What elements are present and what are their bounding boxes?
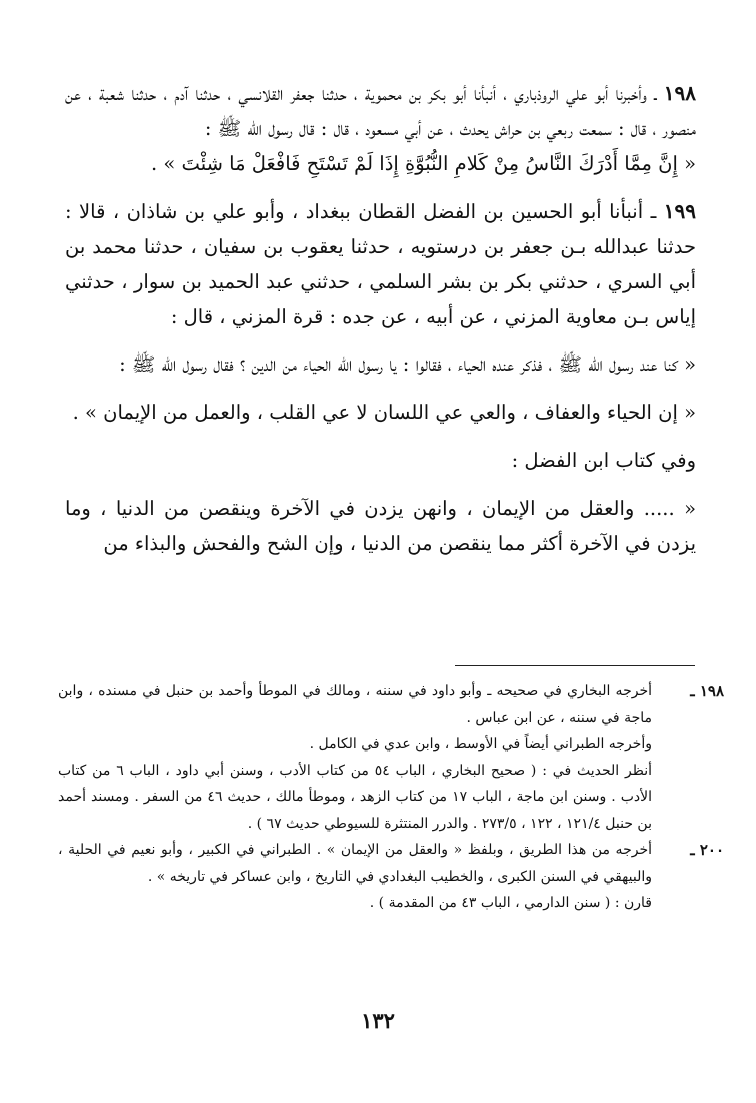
footnote-number: ١٩٨ ـ	[690, 682, 724, 700]
footnote-198	[58, 678, 724, 837]
page-number: ١٣٢	[361, 1008, 395, 1033]
hadith-199-quote-3: « ..... والعقل من الإيمان ، وانهن يزدن في الآخرة وينقصن من الدنيا ، وما يزدن في الآخرة أكثر مما ينقصن من الدنيا ، وإن الشح والفحش والبذاء من	[65, 497, 696, 555]
hadith-199-dash: ـ	[650, 200, 657, 223]
footnote-line: وأخرجه الطبراني أيضاً في الأوسط ، وابن عدي في الكامل .	[309, 736, 652, 752]
footnote-line: قارن : ( سنن الدارمي ، الباب ٤٣ من المقدمة ) .	[369, 895, 652, 911]
hadith-199-isnad: أنبأنا أبو الحسين بن الفضل القطان ببغداد ، وأبو علي بن شاذان ، قالا : حدثنا عبدالله بـن جعفر بن درستويه ، حدثنا يعقوب بن سفيان ، حدثنا محمد بن أبي السري ، حدثني بكر بن بشر السلمي ، حدثني عبد الحميد بن سوار ، حدثني إياس بـن معاوية المزني ، عن أبيه ، عن جده : قرة المزني ، قال :	[65, 200, 696, 328]
footnote-line: أخرجه البخاري في صحيحه ـ وأبو داود في سننه ، ومالك في الموطأ وأحمد بن حنبل في مسنده ، وابن ماجة في سننه ، عن ابن عباس .	[58, 683, 652, 726]
hadith-198-quote: « إِنَّ مِمَّا أَدْرَكَ النَّاسُ مِنْ كَلامِ النُّبُوَّةِ إِذَا لَمْ تَسْتَحِ فَافْعَلْ مَا شِئْتَ » .	[151, 152, 696, 175]
footnote-line: أخرجه من هذا الطريق ، وبلفظ « والعقل من الإيمان » . الطبراني في الكبير ، وأبو نعيم في الحلية ، والبيهقي في السنن الكبرى ، والخطيب البغدادي في التاريخ ، وابن عساكر في تاريخه » .	[58, 842, 652, 885]
hadith-198-dash: ـ	[654, 82, 657, 105]
hadith-199-intro	[65, 194, 696, 334]
hadith-199-quote-2: « إن الحياء والعفاف ، والعي عي اللسان لا عي القلب ، والعمل من الإيمان » .	[72, 401, 696, 424]
footnote-line: أنظر الحديث في : ( صحيح البخاري ، الباب ٥٤ من كتاب الأدب ، وسنن أبي داود ، الباب ٦ من كتاب الأدب . وسنن ابن ماجة ، الباب ١٧ من كتاب الزهد ، وموطأ مالك ، حديث ٤٦ من السفر . ومسند أحمد بن حنبل ١٢١/٤ ، ١٢٢ ، ٢٧٣/٥ . والدرر المنتثرة للسيوطي حديث ٦٧ ) .	[58, 762, 653, 832]
hadith-198-intro	[65, 76, 696, 146]
main-text	[65, 76, 696, 561]
hadith-199-quote-1: « كنا عند رسول الله ﷺ ، فذكر عنده الحياء ، فقالوا : يا رسول الله الحياء من الدين ؟ فقال رسول الله ﷺ :	[119, 353, 696, 376]
footnote-divider	[455, 665, 695, 666]
hadith-198-isnad: وأخبرنا أبو علي الروذباري ، أنبأنا أبو بكر بن محموية ، حدثنا جعفر القلانسي ، حدثنا آدم ، حدثنا شعبة ، عن منصور ، قال : سمعت ربعي بن حراش يحدث ، عن أبي مسعود ، قال : قال رسول الله ﷺ :	[65, 82, 696, 140]
book-reference-line: وفي كتاب ابن الفضل :	[511, 449, 696, 472]
hadith-199-number: ١٩٩	[663, 199, 697, 223]
footnote-number: ٢٠٠ ـ	[690, 841, 724, 859]
footnote-200	[58, 837, 724, 917]
hadith-198-number: ١٩٨	[663, 81, 697, 105]
footnotes	[58, 678, 724, 917]
